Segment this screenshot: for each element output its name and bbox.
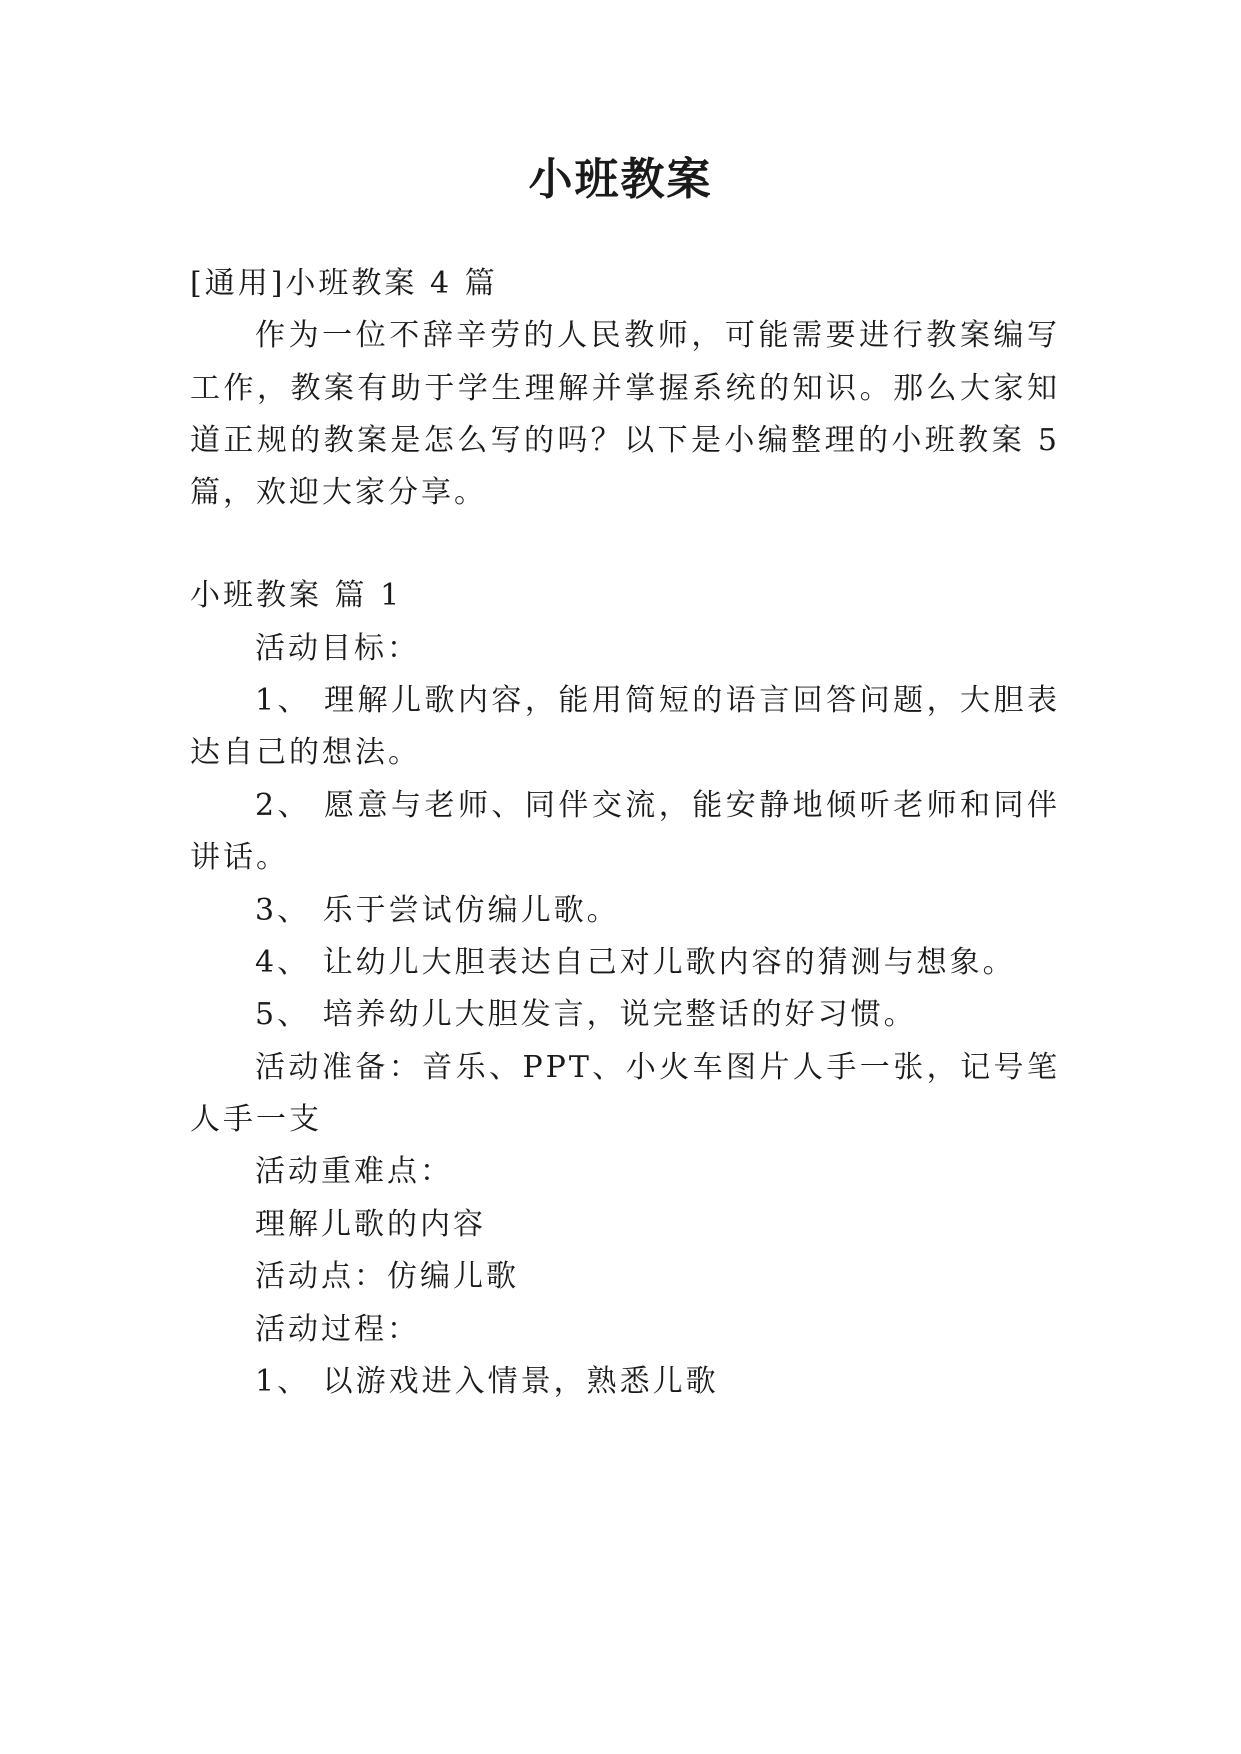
intro-line-2: 工作，教案有助于学生理解并掌握系统的知识。那么大家知 <box>190 371 1060 406</box>
goal-4: 4、 让幼儿大胆表达自己对儿歌内容的猜测与想象。 <box>255 945 1016 980</box>
prep-line-1: 活动准备：音乐、PPT、小火车图片人手一张，记号笔 <box>255 1050 1060 1085</box>
goal-3: 3、 乐于尝试仿编儿歌。 <box>255 893 620 928</box>
document-subtitle: [通用]小班教案 4 篇 <box>190 266 498 301</box>
goal-2-line-2: 讲话。 <box>190 840 289 875</box>
activity-focus: 活动点：仿编儿歌 <box>255 1259 519 1294</box>
goal-1-line-1: 1、 理解儿歌内容，能用简短的语言回答问题，大胆表 <box>255 683 1060 718</box>
intro-line-4: 篇，欢迎大家分享。 <box>190 475 487 510</box>
goal-5: 5、 培养幼儿大胆发言，说完整话的好习惯。 <box>255 997 917 1032</box>
difficulty-text: 理解儿歌的内容 <box>255 1207 486 1242</box>
process-step-1: 1、 以游戏进入情景，熟悉儿歌 <box>255 1364 719 1399</box>
goal-1-line-2: 达自己的想法。 <box>190 735 421 770</box>
intro-line-1: 作为一位不辞辛劳的人民教师，可能需要进行教案编写 <box>255 318 1060 353</box>
goal-2-line-1: 2、 愿意与老师、同伴交流，能安静地倾听老师和同伴 <box>255 788 1060 823</box>
page-title: 小班教案 <box>528 154 713 205</box>
goals-heading: 活动目标： <box>255 631 420 666</box>
prep-line-2: 人手一支 <box>190 1102 322 1137</box>
section-heading: 小班教案 篇 1 <box>190 578 403 613</box>
process-heading: 活动过程： <box>255 1312 420 1347</box>
intro-line-3: 道正规的教案是怎么写的吗？以下是小编整理的小班教案 5 <box>190 423 1060 458</box>
difficulty-heading: 活动重难点： <box>255 1154 453 1189</box>
